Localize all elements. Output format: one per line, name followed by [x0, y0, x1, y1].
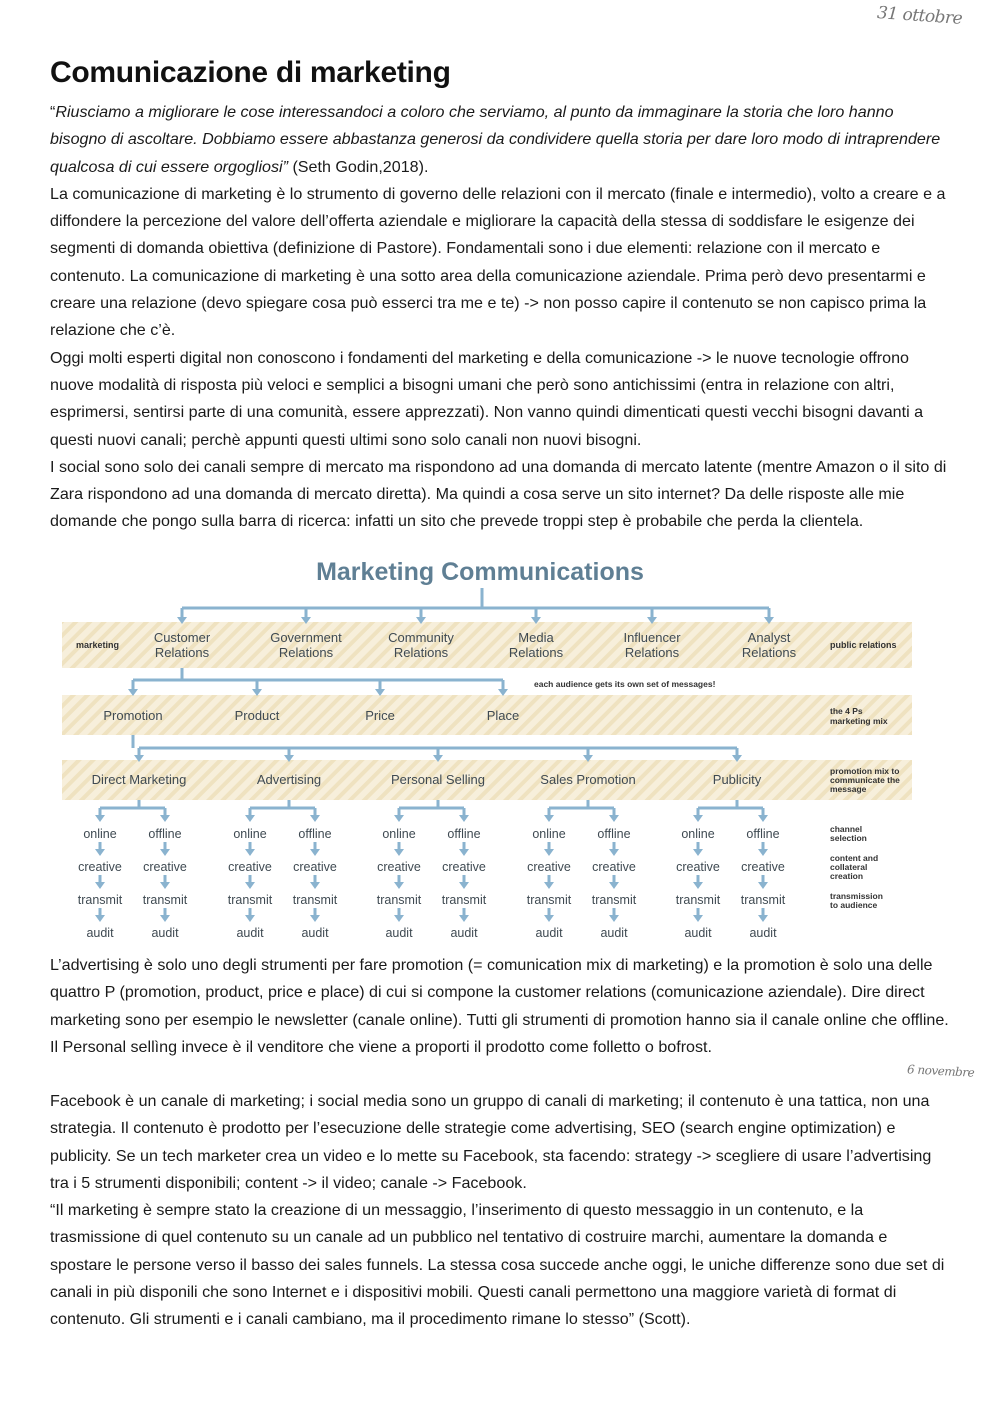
intro-section: [50, 99, 952, 536]
step-label: audit: [600, 926, 628, 940]
row2-arrow-2-head: [375, 689, 385, 696]
step-arrow-4-1-1-head: [758, 882, 768, 889]
step-label: audit: [450, 926, 478, 940]
side-label-content: content and collateral creation: [830, 853, 879, 881]
step-arrow-4-0-2-head: [693, 915, 703, 922]
step-arrow-1-0-2-head: [245, 915, 255, 922]
step-label: creative: [442, 860, 486, 874]
step-label: transmit: [292, 893, 338, 907]
diagram-title: Marketing Communications: [316, 558, 644, 586]
side-label-channel: channel selection: [830, 824, 867, 843]
paragraph-social-channels: I social sono solo dei canali sempre di mercato ma rispondono ad una domanda di mercato latente (mentre Amazon o il sito di Zara rispondono ad una domanda di mercato diretta). Ma quindi a cosa serve un sito internet? Da delle risposte alle mie domande che pongo sulla barra di ricerca: infatti un sito che prevede troppi step è probabile che perda la clientela.: [50, 457, 947, 531]
channel-arrow-2-1-head: [459, 815, 469, 822]
step-arrow-0-0-2-head: [95, 915, 105, 922]
channel-arrow-2-0-head: [394, 815, 404, 822]
channel-label: offline: [148, 827, 182, 841]
step-arrow-2-1-2-head: [459, 915, 469, 922]
relation-box-label: Influencer Relations: [623, 630, 681, 660]
step-arrow-3-1-0-head: [609, 849, 619, 856]
marketing-mix-label: Product: [234, 708, 280, 723]
step-arrow-3-0-0-head: [544, 849, 554, 856]
step-label: creative: [228, 860, 272, 874]
row1-right-label: public relations: [830, 640, 897, 650]
step-label: transmit: [526, 893, 572, 907]
promotion-tool-label: Publicity: [712, 772, 762, 787]
step-arrow-2-0-0-head: [394, 849, 404, 856]
audience-note: each audience gets its own set of messages!: [534, 679, 716, 689]
relation-box-label: Community Relations: [388, 630, 454, 660]
channel-label: online: [83, 827, 117, 841]
row3-right-label: promotion mix to communicate the message: [830, 766, 900, 794]
step-arrow-2-0-1-head: [394, 882, 404, 889]
step-arrow-3-1-1-head: [609, 882, 619, 889]
paragraph-scott-quote: “Il marketing è sempre stato la creazione di un messaggio, l’inserimento di questo messaggio in un contenuto, e la trasmissione di quel contenuto su un canale ad un pubblico nel tentativo di costruire marchi, aumentare la domanda e spostare le persone verso il basso dei sales funnels. La stessa cosa succede anche oggi, le uniche differenze sono due set di canali in più disponili che sono Internet e i dispositivi mobili. Questi canali permettono una maggiore varietà di format di contenuto. Gli strumenti e i canali cambiano, ma il procedimento rimane lo stesso” (Scott).: [50, 1201, 945, 1329]
paragraph-definition: La comunicazione di marketing è lo strumento di governo delle relazioni con il mercato (finale e intermedio), volto a creare e a diffondere la percezione del valore dell’offerta aziendale e migliorare la capacità della stessa di soddisfare le esigenze dei segmenti di domanda obiettiva (definizione di Pastore). Fondamentali sono i due elementi: relazione con il mercato e contenuto. La comunicazione di marketing è una sotto area della comunicazione aziendale. Prima però devo presentarmi e creare una relazione (devo spiegare cosa può esserci tra me e te) -> non posso capire il contenuto se non capisco prima la relazione che c’è.: [50, 184, 946, 340]
step-label: transmit: [227, 893, 273, 907]
relation-box-label: Media Relations: [508, 630, 564, 660]
channel-arrow-4-0-head: [693, 815, 703, 822]
advertising-section: [50, 952, 952, 1061]
step-label: audit: [236, 926, 264, 940]
step-label: creative: [143, 860, 187, 874]
promotion-tool-label: Personal Selling: [391, 772, 485, 787]
step-arrow-3-1-2-head: [609, 915, 619, 922]
step-arrow-0-1-0-head: [160, 849, 170, 856]
step-arrow-4-1-0-head: [758, 849, 768, 856]
step-label: audit: [385, 926, 413, 940]
step-label: audit: [749, 926, 777, 940]
marketing-mix-label: Promotion: [103, 708, 163, 723]
step-label: creative: [527, 860, 571, 874]
step-label: creative: [293, 860, 337, 874]
row2-arrow-0-head: [128, 689, 138, 696]
step-arrow-0-0-0-head: [95, 849, 105, 856]
paragraph-advertising: L’advertising è solo uno degli strumenti per fare promotion (= comunication mix di marketing) e la promotion è solo una delle quattro P (promotion, product, price e place) di cui si compone la customer relations (comunicazione aziendale). Dire direct marketing sono per esempio le newsletter (canale online). Tutti gli strumenti di promotion hanno sia il canale online che offline. Il Personal sellìng invece è il venditore che viene a proporti il prodotto come folletto o bofrost.: [50, 956, 949, 1056]
step-label: transmit: [77, 893, 123, 907]
channel-label: online: [233, 827, 267, 841]
channel-arrow-3-0-head: [544, 815, 554, 822]
channel-arrow-1-0-head: [245, 815, 255, 822]
step-label: creative: [676, 860, 720, 874]
marketing-communications-diagram: [60, 550, 920, 945]
promotion-tool-label: Direct Marketing: [91, 772, 187, 787]
row2-arrow-1-head: [252, 689, 262, 696]
handwritten-date-annotation-2: 6 novembre: [906, 1062, 975, 1080]
band-promotion-mix: [62, 760, 912, 800]
step-label: audit: [151, 926, 179, 940]
step-arrow-1-1-0-head: [310, 849, 320, 856]
godin-quote: Riusciamo a migliorare le cose interessandoci a coloro che serviamo, al punto da immaginare la storia che loro hanno bisogno di ascoltare. Dobbiamo essere abbastanza generosi da condividere quella storia per dare loro modo di intraprendere qualcosa di cui essere orgogliosi”: [50, 103, 941, 176]
step-label: audit: [301, 926, 329, 940]
step-label: creative: [377, 860, 421, 874]
quote-paragraph: [50, 99, 952, 181]
step-arrow-2-0-2-head: [394, 915, 404, 922]
channel-arrow-0-0-head: [95, 815, 105, 822]
channel-arrow-4-1-head: [758, 815, 768, 822]
step-label: transmit: [675, 893, 721, 907]
step-label: transmit: [441, 893, 487, 907]
step-arrow-0-0-1-head: [95, 882, 105, 889]
step-label: transmit: [740, 893, 786, 907]
row2-arrow-3-head: [498, 689, 508, 696]
paragraph-facebook: Facebook è un canale di marketing; i social media sono un gruppo di canali di marketing; il contenuto è una tattica, non una strategia. Il contenuto è prodotto per l’esecuzione delle strategie come advertising, SEO (search engine optimization) e publicity. Se un tech marketer crea un video e lo mette su Facebook, sta facendo: strategy -> scegliere di usare l’advertising tra i 5 strumenti disponibili; content -> il video; canale -> Facebook.: [50, 1092, 932, 1192]
channel-label: online: [681, 827, 715, 841]
step-arrow-3-0-2-head: [544, 915, 554, 922]
step-label: creative: [78, 860, 122, 874]
step-arrow-1-1-2-head: [310, 915, 320, 922]
step-arrow-0-1-2-head: [160, 915, 170, 922]
step-label: audit: [535, 926, 563, 940]
handwritten-date-annotation: 31 ottobre: [876, 3, 963, 29]
channel-label: online: [532, 827, 566, 841]
step-arrow-4-1-2-head: [758, 915, 768, 922]
step-label: audit: [86, 926, 114, 940]
step-arrow-1-0-0-head: [245, 849, 255, 856]
channel-label: offline: [597, 827, 631, 841]
step-arrow-2-1-1-head: [459, 882, 469, 889]
step-arrow-2-1-0-head: [459, 849, 469, 856]
step-arrow-1-0-1-head: [245, 882, 255, 889]
channel-arrow-1-1-head: [310, 815, 320, 822]
step-arrow-1-1-1-head: [310, 882, 320, 889]
step-arrow-4-0-1-head: [693, 882, 703, 889]
paragraph-digital-experts: Oggi molti esperti digital non conoscono i fondamenti del marketing e della comunicazione -> le nuove tecnologie offrono nuove modalità di risposta più veloci e semplici a bisogni umani che però sono antichissimi (entra in relazione con altri, esprimersi, sentirsi parte di una comunità, essere apprezzati). Non vanno quindi dimenticati questi vecchi bisogni davanti a questi nuovi canali; perchè appunti questi ultimi sono solo canali non nuovi bisogni.: [50, 348, 924, 449]
page-title: Comunicazione di marketing: [50, 56, 451, 89]
step-label: creative: [741, 860, 785, 874]
relation-box-label: Government Relations: [270, 630, 342, 660]
channel-label: offline: [447, 827, 481, 841]
promotion-tool-label: Advertising: [256, 772, 322, 787]
step-label: audit: [684, 926, 712, 940]
promotion-tool-label: Sales Promotion: [540, 772, 636, 787]
step-label: creative: [592, 860, 636, 874]
row1-left-label: marketing: [76, 640, 120, 650]
channel-label: offline: [298, 827, 332, 841]
step-label: transmit: [591, 893, 637, 907]
channel-arrow-3-1-head: [609, 815, 619, 822]
quote-open-mark: “: [50, 103, 56, 121]
step-arrow-3-0-1-head: [544, 882, 554, 889]
step-arrow-0-1-1-head: [160, 882, 170, 889]
channel-label: offline: [746, 827, 780, 841]
channel-label: online: [382, 827, 416, 841]
step-label: transmit: [142, 893, 188, 907]
step-label: transmit: [376, 893, 422, 907]
channel-arrow-0-1-head: [160, 815, 170, 822]
marketing-mix-label: Place: [486, 708, 520, 723]
side-label-transmission: transmission to audience: [830, 891, 883, 910]
relation-box-label: Customer Relations: [153, 630, 211, 660]
facebook-section: [50, 1088, 952, 1334]
marketing-mix-label: Price: [365, 708, 395, 723]
step-arrow-4-0-0-head: [693, 849, 703, 856]
quote-citation: (Seth Godin,2018).: [287, 157, 429, 176]
relation-box-label: Analyst Relations: [741, 630, 797, 660]
row2-right-label: the 4 Ps marketing mix: [830, 706, 888, 726]
